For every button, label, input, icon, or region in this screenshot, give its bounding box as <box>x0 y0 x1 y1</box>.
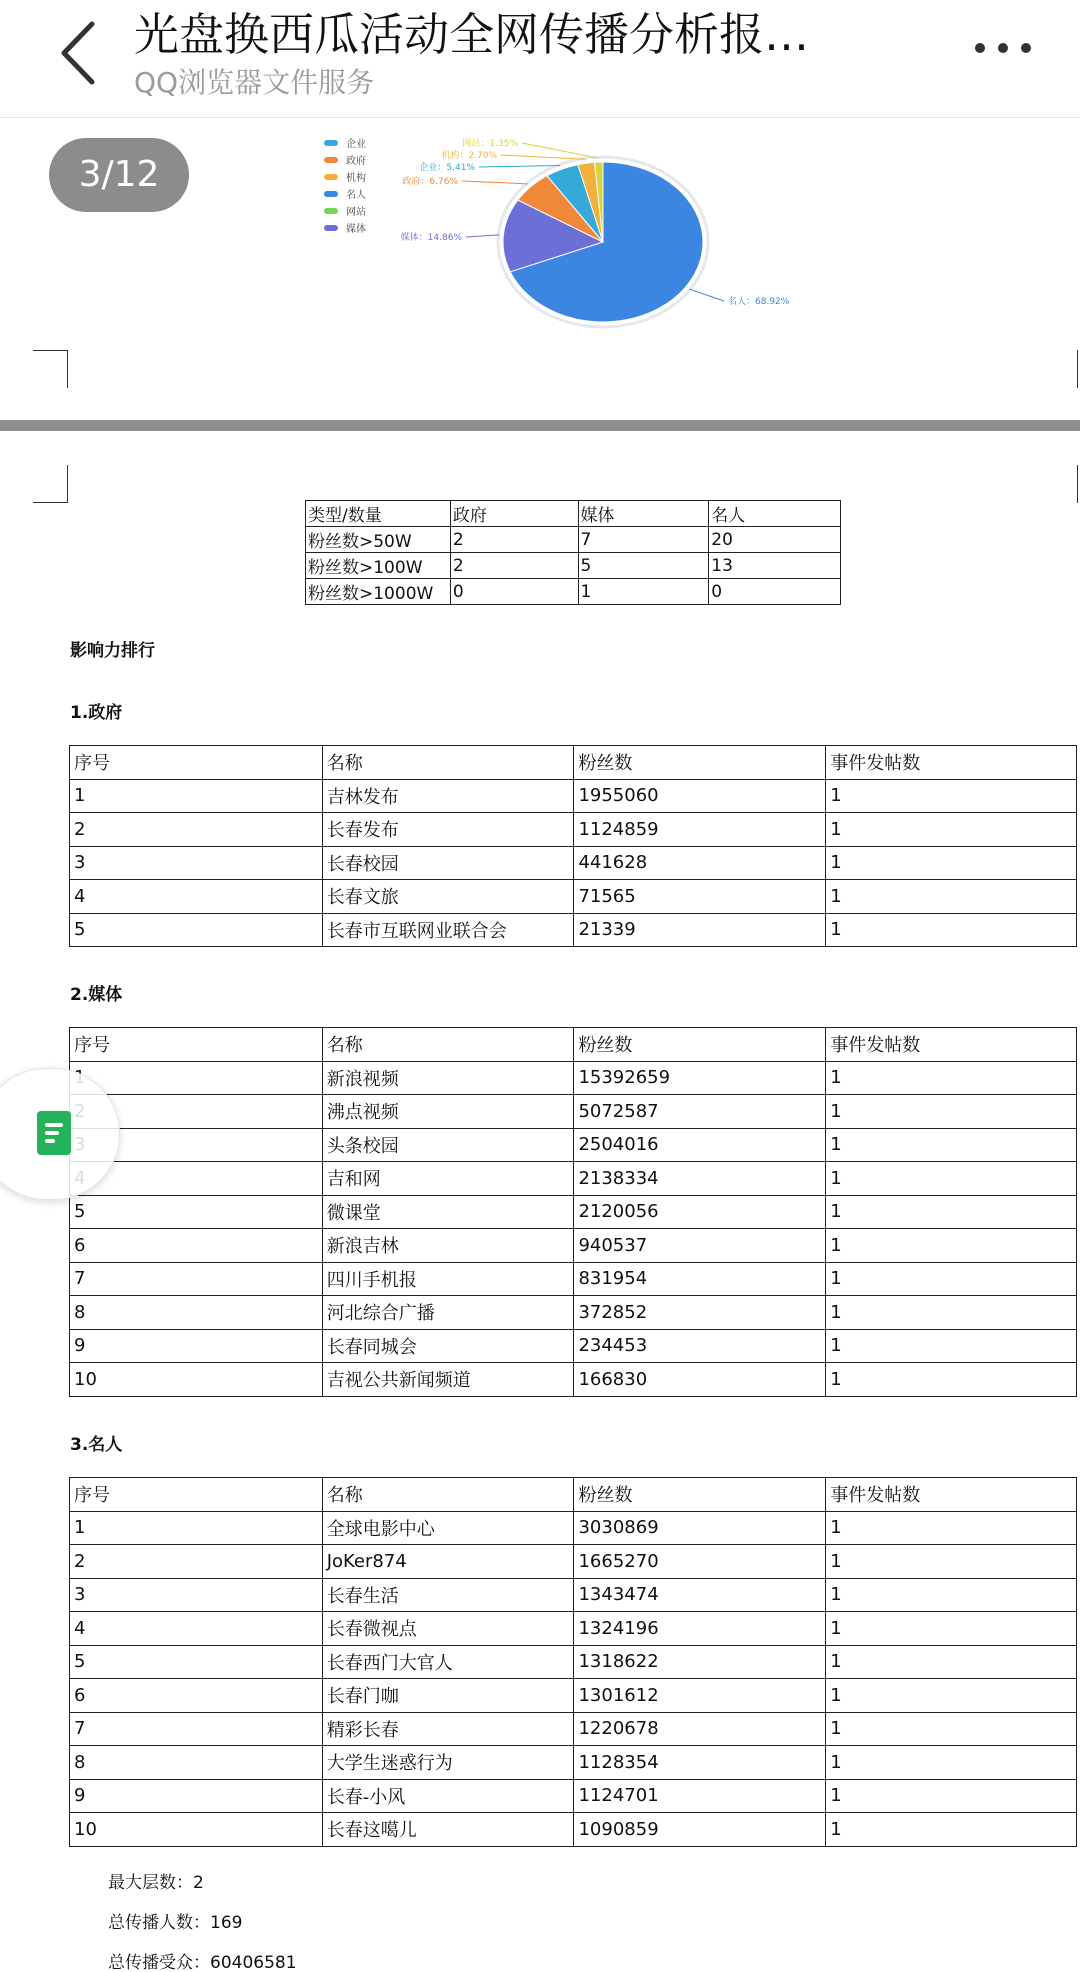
table-cell: 71565 <box>574 880 826 914</box>
table-cell: 1 <box>826 1061 1077 1095</box>
table-cell: 河北综合广播 <box>322 1296 574 1330</box>
gov-ranking-table <box>69 745 1077 947</box>
header-bar <box>0 0 1080 118</box>
table-cell: 粉丝数 <box>574 1478 826 1512</box>
table-cell: 1 <box>826 913 1077 947</box>
table-cell: 2 <box>450 527 578 553</box>
table-cell: 1 <box>578 579 709 605</box>
legend-item <box>324 137 366 150</box>
table-row <box>70 846 1077 880</box>
table-row <box>70 1095 1077 1129</box>
document-source: QQ浏览器文件服务 <box>134 66 375 99</box>
legend-label: 机构 <box>346 173 366 184</box>
media-section-title: 2.媒体 <box>70 985 123 1005</box>
table-cell: 精彩长春 <box>322 1712 574 1746</box>
table-cell: 1 <box>826 1679 1077 1713</box>
table-header-row <box>70 1478 1077 1512</box>
table-cell: 9 <box>70 1329 323 1363</box>
table-cell: 1 <box>826 1363 1077 1397</box>
table-cell: 四川手机报 <box>322 1262 574 1296</box>
table-cell: 4 <box>70 880 323 914</box>
table-cell: 1 <box>826 813 1077 847</box>
table-row <box>70 913 1077 947</box>
table-cell: 13 <box>709 553 841 579</box>
celebrity-ranking-table <box>69 1477 1077 1847</box>
table-cell: 234453 <box>574 1329 826 1363</box>
table-cell: 新浪视频 <box>322 1061 574 1095</box>
table-cell: 1 <box>826 1262 1077 1296</box>
table-cell: 1 <box>826 1746 1077 1780</box>
table-row <box>70 1363 1077 1397</box>
table-row <box>306 553 841 579</box>
table-cell: 长春生活 <box>322 1578 574 1612</box>
table-cell: 1 <box>826 880 1077 914</box>
table-cell: 9 <box>70 1779 323 1813</box>
table-row <box>70 779 1077 813</box>
table-cell: 1 <box>826 1296 1077 1330</box>
table-header-row <box>70 746 1077 780</box>
table-cell: 0 <box>450 579 578 605</box>
table-cell: 粉丝数>1000W <box>306 579 451 605</box>
table-row <box>70 1545 1077 1579</box>
table-row <box>70 880 1077 914</box>
table-cell: 媒体 <box>578 501 709 527</box>
table-cell: 1343474 <box>574 1578 826 1612</box>
table-cell: 6 <box>70 1679 323 1713</box>
table-cell: 5 <box>70 1195 323 1229</box>
legend-label: 名人 <box>346 190 366 201</box>
table-row <box>70 1511 1077 1545</box>
pie-slice-label: 网站：1.35% <box>462 139 518 149</box>
table-cell: 5 <box>70 1645 323 1679</box>
table-cell: 5 <box>578 553 709 579</box>
table-cell: 1 <box>70 779 323 813</box>
table-cell: 吉视公共新闻频道 <box>322 1363 574 1397</box>
table-row <box>70 1195 1077 1229</box>
table-cell: 2138334 <box>574 1162 826 1196</box>
table-cell: 1665270 <box>574 1545 826 1579</box>
table-row <box>306 579 841 605</box>
table-cell: 粉丝数 <box>574 1028 826 1062</box>
table-cell: 沸点视频 <box>322 1095 574 1129</box>
table-cell: 吉和网 <box>322 1162 574 1196</box>
table-cell: 0 <box>709 579 841 605</box>
legend-item <box>324 205 366 218</box>
table-cell <box>70 1061 323 1095</box>
table-cell: 1 <box>826 779 1077 813</box>
table-cell: 名称 <box>322 1478 574 1512</box>
table-cell: 粉丝数 <box>574 746 826 780</box>
table-row <box>70 1679 1077 1713</box>
table-cell: 1 <box>826 846 1077 880</box>
table-row <box>70 1262 1077 1296</box>
table-cell: 1 <box>826 1578 1077 1612</box>
table-header-row <box>306 501 841 527</box>
table-cell: 21339 <box>574 913 826 947</box>
table-cell: 头条校园 <box>322 1128 574 1162</box>
table-cell: 1090859 <box>574 1813 826 1847</box>
table-cell: 6 <box>70 1229 323 1263</box>
table-cell: 名称 <box>322 1028 574 1062</box>
table-cell: 全球电影中心 <box>322 1511 574 1545</box>
legend-label: 政府 <box>346 156 366 167</box>
table-cell: 1 <box>826 1095 1077 1129</box>
table-cell: 4 <box>70 1612 323 1646</box>
total-audience-stat: 总传播受众：60406581 <box>108 1953 297 1972</box>
table-row <box>70 813 1077 847</box>
gov-section-title: 1.政府 <box>70 703 123 723</box>
table-cell: 长春发布 <box>322 813 574 847</box>
table-cell: 事件发帖数 <box>826 746 1077 780</box>
table-cell: 1 <box>826 1813 1077 1847</box>
legend-item <box>324 188 366 201</box>
max-layers-stat: 最大层数：2 <box>108 1873 204 1893</box>
table-row <box>70 1229 1077 1263</box>
legend-item <box>324 222 366 235</box>
crop-mark <box>33 350 68 388</box>
document-icon <box>37 1111 71 1155</box>
table-cell: 长春西门大官人 <box>322 1645 574 1679</box>
pie-slice-label: 政府：6.76% <box>402 177 458 187</box>
table-cell: 1 <box>826 1545 1077 1579</box>
table-cell: 1 <box>826 1195 1077 1229</box>
table-cell: 吉林发布 <box>322 779 574 813</box>
table-cell: 2504016 <box>574 1128 826 1162</box>
table-cell: 441628 <box>574 846 826 880</box>
table-row <box>70 1712 1077 1746</box>
table-cell: 长春市互联网业联合会 <box>322 913 574 947</box>
pie-leader-line <box>466 235 499 237</box>
table-cell: 1124859 <box>574 813 826 847</box>
table-cell: 10 <box>70 1363 323 1397</box>
document-title: 光盘换西瓜活动全网传播分析报… <box>134 8 810 61</box>
table-cell: 1318622 <box>574 1645 826 1679</box>
pie-slice-label: 媒体：14.86% <box>400 233 462 243</box>
table-cell: 微课堂 <box>322 1195 574 1229</box>
table-row <box>70 1329 1077 1363</box>
table-cell: 3 <box>70 1578 323 1612</box>
pie-leader-line <box>462 181 528 184</box>
table-cell: 831954 <box>574 1262 826 1296</box>
table-cell: 1 <box>826 1229 1077 1263</box>
table-cell: 1 <box>826 1329 1077 1363</box>
chart-legend <box>324 137 366 235</box>
table-cell: 粉丝数>50W <box>306 527 451 553</box>
pie-leader-line <box>689 289 724 301</box>
table-cell: 1 <box>826 1612 1077 1646</box>
table-cell: 5 <box>70 913 323 947</box>
table-row <box>70 1779 1077 1813</box>
pie-leader-line <box>479 165 560 167</box>
table-cell: 3030869 <box>574 1511 826 1545</box>
table-row <box>70 1746 1077 1780</box>
table-cell: 1220678 <box>574 1712 826 1746</box>
page-indicator: 3/12 <box>49 138 189 212</box>
back-arrow-icon[interactable] <box>52 18 112 88</box>
legend-label: 媒体 <box>346 224 366 235</box>
table-cell: 940537 <box>574 1229 826 1263</box>
table-cell: 1128354 <box>574 1746 826 1780</box>
table-cell: 1301612 <box>574 1679 826 1713</box>
table-cell: 长春文旅 <box>322 880 574 914</box>
table-cell: 1324196 <box>574 1612 826 1646</box>
pie-slice-label: 企业：5.41% <box>419 163 475 173</box>
pie-slice-label: 机构：2.70% <box>441 151 497 161</box>
legend-swatch <box>324 140 338 146</box>
table-cell: 2 <box>70 813 323 847</box>
table-cell: 166830 <box>574 1363 826 1397</box>
table-row <box>70 1296 1077 1330</box>
table-cell: 1 <box>826 1712 1077 1746</box>
table-row <box>70 1813 1077 1847</box>
media-ranking-table <box>69 1027 1077 1397</box>
table-cell: 长春门咖 <box>322 1679 574 1713</box>
table-cell: 7 <box>70 1712 323 1746</box>
table-cell: 2 <box>450 553 578 579</box>
table-cell: 粉丝数>100W <box>306 553 451 579</box>
table-cell: 序号 <box>70 746 323 780</box>
pie-leader-line <box>522 143 599 158</box>
table-cell: 长春校园 <box>322 846 574 880</box>
pie-slice-label: 名人：68.92% <box>728 297 790 307</box>
table-cell: 事件发帖数 <box>826 1478 1077 1512</box>
table-cell: 15392659 <box>574 1061 826 1095</box>
celebrity-section-title: 3.名人 <box>70 1435 123 1455</box>
table-cell: 大学生迷惑行为 <box>322 1746 574 1780</box>
table-cell: 2 <box>70 1545 323 1579</box>
pie-chart <box>310 128 810 340</box>
legend-swatch <box>324 225 338 231</box>
table-cell: 7 <box>578 527 709 553</box>
table-cell: 1 <box>826 1779 1077 1813</box>
table-row <box>70 1128 1077 1162</box>
table-row <box>70 1645 1077 1679</box>
legend-swatch <box>324 174 338 180</box>
table-cell: 8 <box>70 1296 323 1330</box>
table-cell: 长春这噶儿 <box>322 1813 574 1847</box>
table-cell: 序号 <box>70 1028 323 1062</box>
table-cell: 7 <box>70 1262 323 1296</box>
table-cell: 1 <box>826 1162 1077 1196</box>
table-row <box>70 1162 1077 1196</box>
table-cell: 类型/数量 <box>306 501 451 527</box>
legend-label: 网站 <box>346 207 366 218</box>
table-cell: 5072587 <box>574 1095 826 1129</box>
table-header-row <box>70 1028 1077 1062</box>
table-row <box>70 1578 1077 1612</box>
table-cell: 10 <box>70 1813 323 1847</box>
legend-swatch <box>324 157 338 163</box>
table-row <box>70 1612 1077 1646</box>
table-cell: 政府 <box>450 501 578 527</box>
table-cell: 1124701 <box>574 1779 826 1813</box>
legend-swatch <box>324 191 338 197</box>
table-cell: 序号 <box>70 1478 323 1512</box>
summary-table <box>305 500 841 605</box>
pie-leader-line <box>501 155 585 159</box>
table-cell: 长春同城会 <box>322 1329 574 1363</box>
page-divider <box>0 420 1080 431</box>
legend-item <box>324 154 366 167</box>
more-options-icon[interactable] <box>968 26 1038 70</box>
table-cell: 事件发帖数 <box>826 1028 1077 1062</box>
table-cell: 1 <box>826 1645 1077 1679</box>
crop-mark <box>33 465 68 503</box>
table-cell: 1955060 <box>574 779 826 813</box>
legend-swatch <box>324 208 338 214</box>
pie-slices <box>498 157 708 327</box>
table-cell: JoKer874 <box>322 1545 574 1579</box>
legend-label: 企业 <box>346 139 366 150</box>
table-cell: 2120056 <box>574 1195 826 1229</box>
table-cell: 372852 <box>574 1296 826 1330</box>
table-row <box>70 1061 1077 1095</box>
table-cell: 名人 <box>709 501 841 527</box>
table-cell: 1 <box>826 1128 1077 1162</box>
table-cell: 长春微视点 <box>322 1612 574 1646</box>
table-cell: 1 <box>826 1511 1077 1545</box>
legend-item <box>324 171 366 184</box>
table-cell: 新浪吉林 <box>322 1229 574 1263</box>
table-cell: 20 <box>709 527 841 553</box>
influence-heading: 影响力排行 <box>70 641 155 661</box>
table-cell: 名称 <box>322 746 574 780</box>
table-cell: 1 <box>70 1511 323 1545</box>
table-cell: 长春-小风 <box>322 1779 574 1813</box>
table-cell: 8 <box>70 1746 323 1780</box>
total-spreaders-stat: 总传播人数：169 <box>108 1913 243 1933</box>
table-cell: 3 <box>70 846 323 880</box>
table-row <box>306 527 841 553</box>
